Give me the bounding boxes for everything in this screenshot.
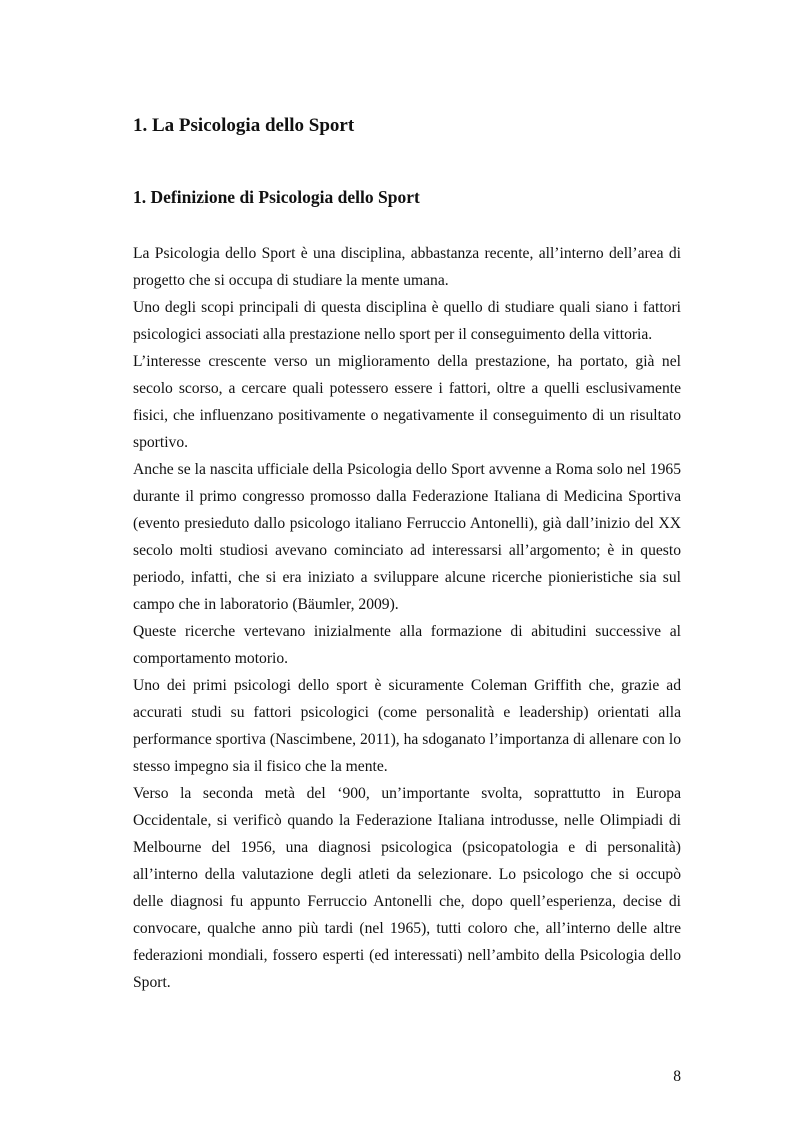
page-number: 8 xyxy=(673,1068,681,1085)
chapter-title: 1. La Psicologia dello Sport xyxy=(133,115,355,136)
paragraph-6: Uno dei primi psicologi dello sport è sicuramente Coleman Griffith che, grazie ad accurati studi su fattori psicologici (come personalità e leadership) orientati alla performance sportiva (Nascimbene, 2011), ha sdoganato l’importanza di allenare con lo stesso impegno sia il fisico che la mente. xyxy=(133,677,681,775)
section-title: 1. Definizione di Psicologia dello Sport xyxy=(133,187,420,207)
paragraph-1: La Psicologia dello Sport è una disciplina, abbastanza recente, all’interno dell’area di progetto che si occupa di studiare la mente umana. xyxy=(133,245,681,289)
paragraph-5: Queste ricerche vertevano inizialmente alla formazione di abitudini successive al comportamento motorio. xyxy=(133,623,681,667)
paragraph-2: Uno degli scopi principali di questa disciplina è quello di studiare quali siano i fattori psicologici associati alla prestazione nello sport per il conseguimento della vittoria. xyxy=(133,299,681,343)
paragraph-3: L’interesse crescente verso un miglioramento della prestazione, ha portato, già nel secolo scorso, a cercare quali potessero essere i fattori, oltre a quelli esclusivamente fisici, che influenzano positivamente o negativamente il conseguimento di un risultato sportivo. xyxy=(133,353,681,451)
body-text xyxy=(133,240,681,996)
paragraph-4: Anche se la nascita ufficiale della Psicologia dello Sport avvenne a Roma solo nel 1965 durante il primo congresso promosso dalla Federazione Italiana di Medicina Sportiva (evento presieduto dallo psicologo italiano Ferruccio Antonelli), già dall’inizio del XX secolo molti studiosi avevano cominciato ad interessarsi all’argomento; è in questo periodo, infatti, che si era iniziato a sviluppare alcune ricerche pionieristiche sia sul campo che in laboratorio (Bäumler, 2009). xyxy=(133,461,681,613)
paragraph-7: Verso la seconda metà del ‘900, un’importante svolta, soprattutto in Europa Occidentale, si verificò quando la Federazione Italiana introdusse, nelle Olimpiadi di Melbourne del 1956, una diagnosi psicologica (psicopatologia e di personalità) all’interno della valutazione degli atleti da selezionare. Lo psicologo che si occupò delle diagnosi fu appunto Ferruccio Antonelli che, dopo quell’esperienza, decise di convocare, qualche anno più tardi (nel 1965), tutti coloro che, all’interno delle altre federazioni mondiali, fossero esperti (ed interessati) nell’ambito della Psicologia dello Sport. xyxy=(133,785,681,991)
